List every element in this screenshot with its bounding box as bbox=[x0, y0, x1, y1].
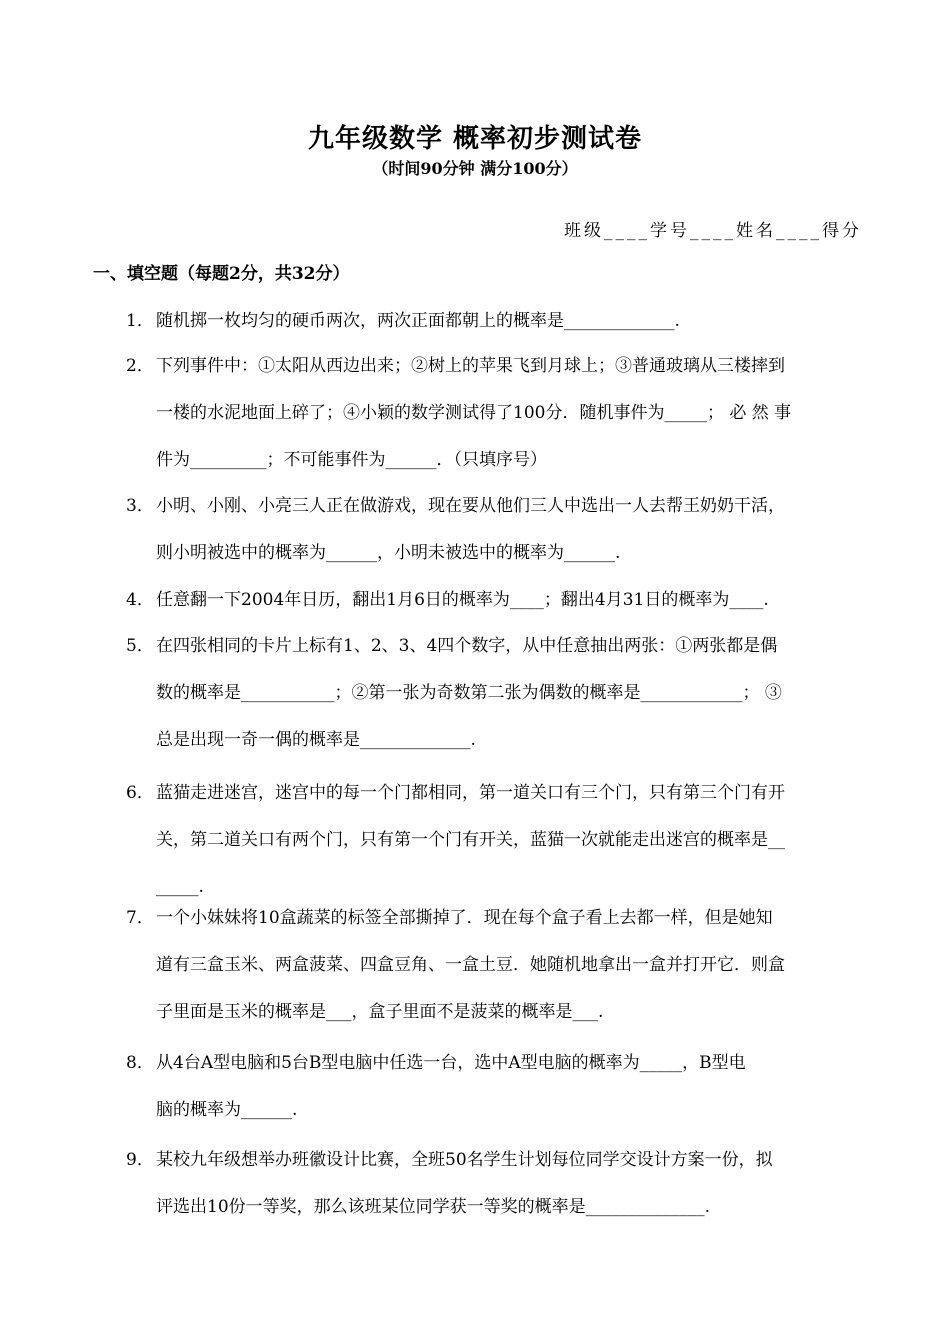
question-number: 2． bbox=[126, 356, 154, 376]
question-item bbox=[126, 298, 864, 345]
question-number: 4． bbox=[126, 590, 154, 610]
question-line: 脑的概率为______. bbox=[156, 1100, 298, 1120]
question-item bbox=[126, 483, 864, 577]
question-item bbox=[126, 1137, 864, 1231]
question-line: 在四张相同的卡片上标有1、2、3、4四个数字，从中任意抽出两张：①两张都是偶 bbox=[156, 636, 778, 656]
question-line: 下列事件中：①太阳从西边出来；②树上的苹果飞到月球上；③普通玻璃从三楼摔到 bbox=[156, 356, 785, 376]
question-line: 道有三盒玉米、两盒菠菜、四盒豆角、一盒土豆．她随机地拿出一盒并打开它．则盒 bbox=[156, 955, 785, 975]
question-item bbox=[126, 343, 864, 484]
page-title: 九年级数学 概率初步测试卷 bbox=[307, 124, 643, 154]
section-heading-fill-in: 一、填空题（每题2分，共32分） bbox=[93, 264, 350, 284]
question-number: 6． bbox=[126, 783, 154, 803]
question-number: 5． bbox=[126, 636, 154, 656]
question-text bbox=[156, 1137, 864, 1231]
question-line: 关，第二道关口有两个门，只有第一个门有开关，蓝猫一次就能走出迷宫的概率是__ bbox=[156, 830, 785, 850]
question-number: 3． bbox=[126, 496, 154, 516]
question-line: 总是出现一奇一偶的概率是_____________. bbox=[156, 730, 476, 750]
question-text bbox=[156, 770, 864, 911]
question-text bbox=[156, 1040, 864, 1134]
question-line: 则小明被选中的概率为______，小明未被选中的概率为______. bbox=[156, 543, 621, 563]
question-number: 1． bbox=[126, 311, 154, 331]
question-item bbox=[126, 623, 864, 764]
question-line: 一个小妹妹将10盒蔬菜的标签全部撕掉了．现在每个盒子看上去都一样，但是她知 bbox=[156, 908, 773, 928]
question-line: _____. bbox=[156, 877, 204, 897]
question-line: 一楼的水泥地面上碎了；④小颖的数学测试得了100分．随机事件为_____； 必 然 事 bbox=[156, 403, 792, 423]
question-line: 任意翻一下2004年日历，翻出1月6日的概率为____；翻出4月31日的概率为____. bbox=[156, 590, 769, 610]
question-number: 9． bbox=[126, 1150, 154, 1170]
question-text bbox=[156, 623, 864, 764]
question-line: 蓝猫走进迷宫，迷宫中的每一个门都相同，第一道关口有三个门，只有第三个门有开 bbox=[156, 783, 785, 803]
question-item bbox=[126, 895, 864, 1036]
question-text bbox=[156, 298, 864, 345]
question-item bbox=[126, 577, 864, 624]
question-item bbox=[126, 1040, 864, 1134]
question-line: 数的概率是___________；②第一张为奇数第二张为偶数的概率是____________； ③ bbox=[156, 683, 782, 703]
page-subtitle: （时间90分钟 满分100分） bbox=[372, 159, 578, 178]
question-line: 随机掷一枚均匀的硬币两次，两次正面都朝上的概率是_____________. bbox=[156, 311, 680, 331]
question-line: 子里面是玉米的概率是___，盒子里面不是菠菜的概率是___. bbox=[156, 1002, 604, 1022]
question-line: 件为_________；不可能事件为______．（只填序号） bbox=[156, 450, 547, 470]
question-number: 7． bbox=[126, 908, 154, 928]
question-text bbox=[156, 483, 864, 577]
question-line: 从4台A型电脑和5台B型电脑中任选一台，选中A型电脑的概率为_____，B型电 bbox=[156, 1053, 746, 1073]
question-line: 某校九年级想举办班徽设计比赛，全班50名学生计划每位同学交设计方案一份，拟 bbox=[156, 1150, 773, 1170]
question-line: 评选出10份一等奖，那么该班某位同学获一等奖的概率是______________. bbox=[156, 1197, 711, 1217]
question-text bbox=[156, 343, 864, 484]
question-text bbox=[156, 577, 864, 624]
question-number: 8． bbox=[126, 1053, 154, 1073]
student-info-line: 班级____学号____姓名____得分 bbox=[564, 221, 862, 241]
question-line: 小明、小刚、小亮三人正在做游戏，现在要从他们三人中选出一人去帮王奶奶干活， bbox=[156, 496, 785, 516]
question-text bbox=[156, 895, 864, 1036]
question-item bbox=[126, 770, 864, 911]
